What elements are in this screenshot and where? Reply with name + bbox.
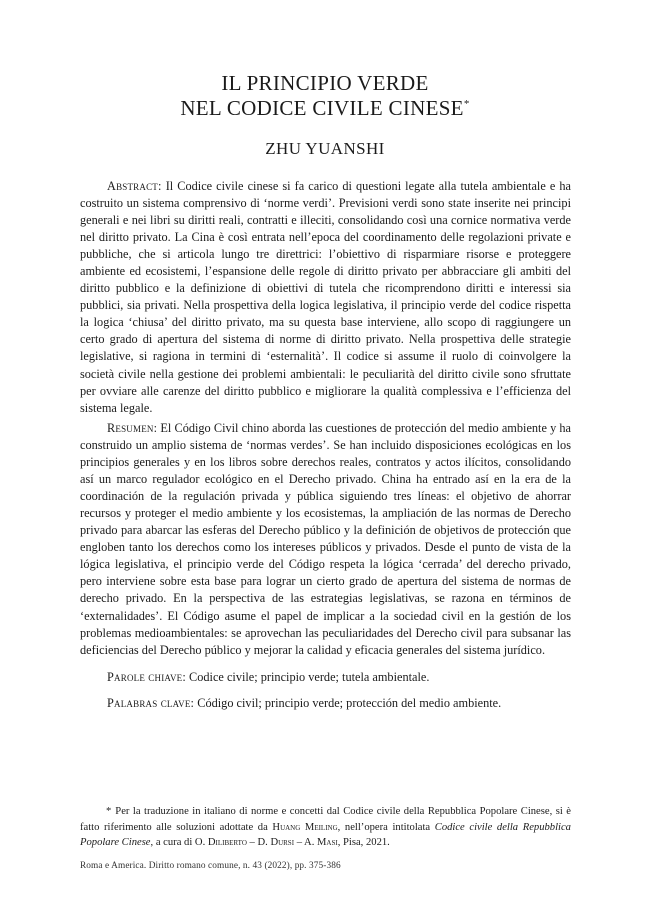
title-line-2-text: NEL CODICE CIVILE CINESE: [180, 96, 464, 120]
title-line-1: IL PRINCIPIO VERDE: [221, 71, 429, 95]
abstract-paragraph: [80, 178, 571, 417]
resumen-text: El Código Civil chino aborda las cuestiones de protección del medio ambiente y ha construido un amplio sistema de ‘normas verdes’. Se han incluido disposiciones ecológicas en los principios generales y en los libros sobre derechos reales, contratos y actos ilícitos, consolidando así un marco regulador ecológico en el Derecho privado. China ha entrado así en la era de la coordinación de la regulación privada y pública siguiendo tres líneas: el objetivo de ahorrar recursos y proteger el medio ambiente y los ecosistemas, la ampliación de las normas de Derecho privado para abarcar las esferas del Derecho público y la definición de objetivos de protección que engloben tanto los derechos como los intereses públicos y privados. Desde el punto de vista de la lógica legislativa, el principio verde del Código respeta la lógica ‘cerrada’ del derecho privado, pero interviene sobre esta base para lograr un cierto grado de apertura del sistema de normas de derecho privado. En la perspectiva de las estrategias legislativas, se razona en términos de ‘externalidades’. El Código asume el papel de implicar a la sociedad civil en la gestión de los problemas medioambientales: se aprovechan las peculiaridades del Derecho civil para subsanar las deficiencias del Derecho público y mejorar la calidad y eficacia generales del sistema jurídico.: [80, 421, 572, 657]
title-footnote-marker: *: [463, 98, 470, 110]
abstract-text: Il Codice civile cinese si fa carico di questioni legate alla tutela ambientale e ha costruito un sistema comprensivo di ‘norme verdi’. Previsioni verdi sono state inserite nei principi generali e nei libri su diritti reali, contratti e illeciti, consolidando così una cornice normativa verde nel diritto privato. La Cina è così entrata nell’epoca del coordinamento delle regolazioni private e pubbliche, che si articola lungo tre direttrici: l’obiettivo di risparmiare risorse e proteggere ambiente ed ecosistemi, l’espansione delle regole di diritto privato per abbracciare gli ambiti del diritto pubblico e la definizione di obiettivi di tutela che ricomprendono diritti e interessi sia pubblici, sia privati. Nella prospettiva della logica legislativa, il principio verde del codice rispetta la logica ‘chiusa’ del diritto privato, ma su questa base interviene, allo scopo di raggiungere un certo grado di apertura del sistema di norme di diritto privato. Nella prospettiva delle strategie legislative, si ragiona in termini di ‘esternalità’. Il codice si assume il ruolo di coinvolgere la società civile nella gestione dei problemi ambientali: le peculiarità del diritto civile sono sfruttate per ovviare alle carenze del diritto pubblico e migliorare la qualità complessiva e l’efficienza del sistema legale.: [80, 179, 571, 415]
keywords-italian: [80, 669, 571, 686]
footnote-text-6: , Pisa, 2021.: [337, 837, 390, 848]
footnote-text-3: , a cura di O.: [150, 837, 208, 848]
footnote-marker: *: [106, 806, 112, 817]
title-line-2: [0, 96, 650, 121]
resumen-paragraph: [80, 420, 571, 659]
keywords-italian-label: Parole chiave:: [107, 670, 186, 684]
footnote-work-title: Codice civile della Repubblica Popolare Cinese: [80, 821, 571, 848]
footnote-text-1: Per la traduzione in italiano di norme e concetti dal Codice civile della Repubblica Popolare Cinese, si è fatto riferimento alle soluzioni adottate da: [80, 806, 571, 833]
running-footer: Roma e America. Diritto romano comune, n. 43 (2022), pp. 375-386: [80, 861, 341, 871]
keywords-italian-text: Codice civile; principio verde; tutela ambientale.: [189, 670, 430, 684]
footnote-author-huang: Huang Meiling: [272, 821, 338, 833]
resumen-label: Resumen:: [107, 421, 158, 435]
footnote: [80, 804, 571, 851]
footnote-text-2: , nell’opera intitolata: [337, 821, 435, 833]
footnote-editor-masi: Masi: [317, 837, 338, 848]
article-title: [0, 71, 650, 121]
author-name: ZHU YUANSHI: [265, 139, 385, 158]
keywords-spanish-text: Código civil; principio verde; protección del medio ambiente.: [197, 696, 502, 710]
footnote-text-5: – A.: [294, 837, 318, 848]
abstract-label: Abstract:: [107, 179, 162, 193]
keywords-spanish: [80, 695, 571, 712]
footnote-editor-dursi: Dursi: [270, 837, 295, 848]
footnote-text-4: – D.: [246, 837, 271, 848]
keywords-spanish-label: Palabras clave:: [107, 696, 195, 710]
footnote-editor-diliberto: Diliberto: [207, 837, 247, 848]
